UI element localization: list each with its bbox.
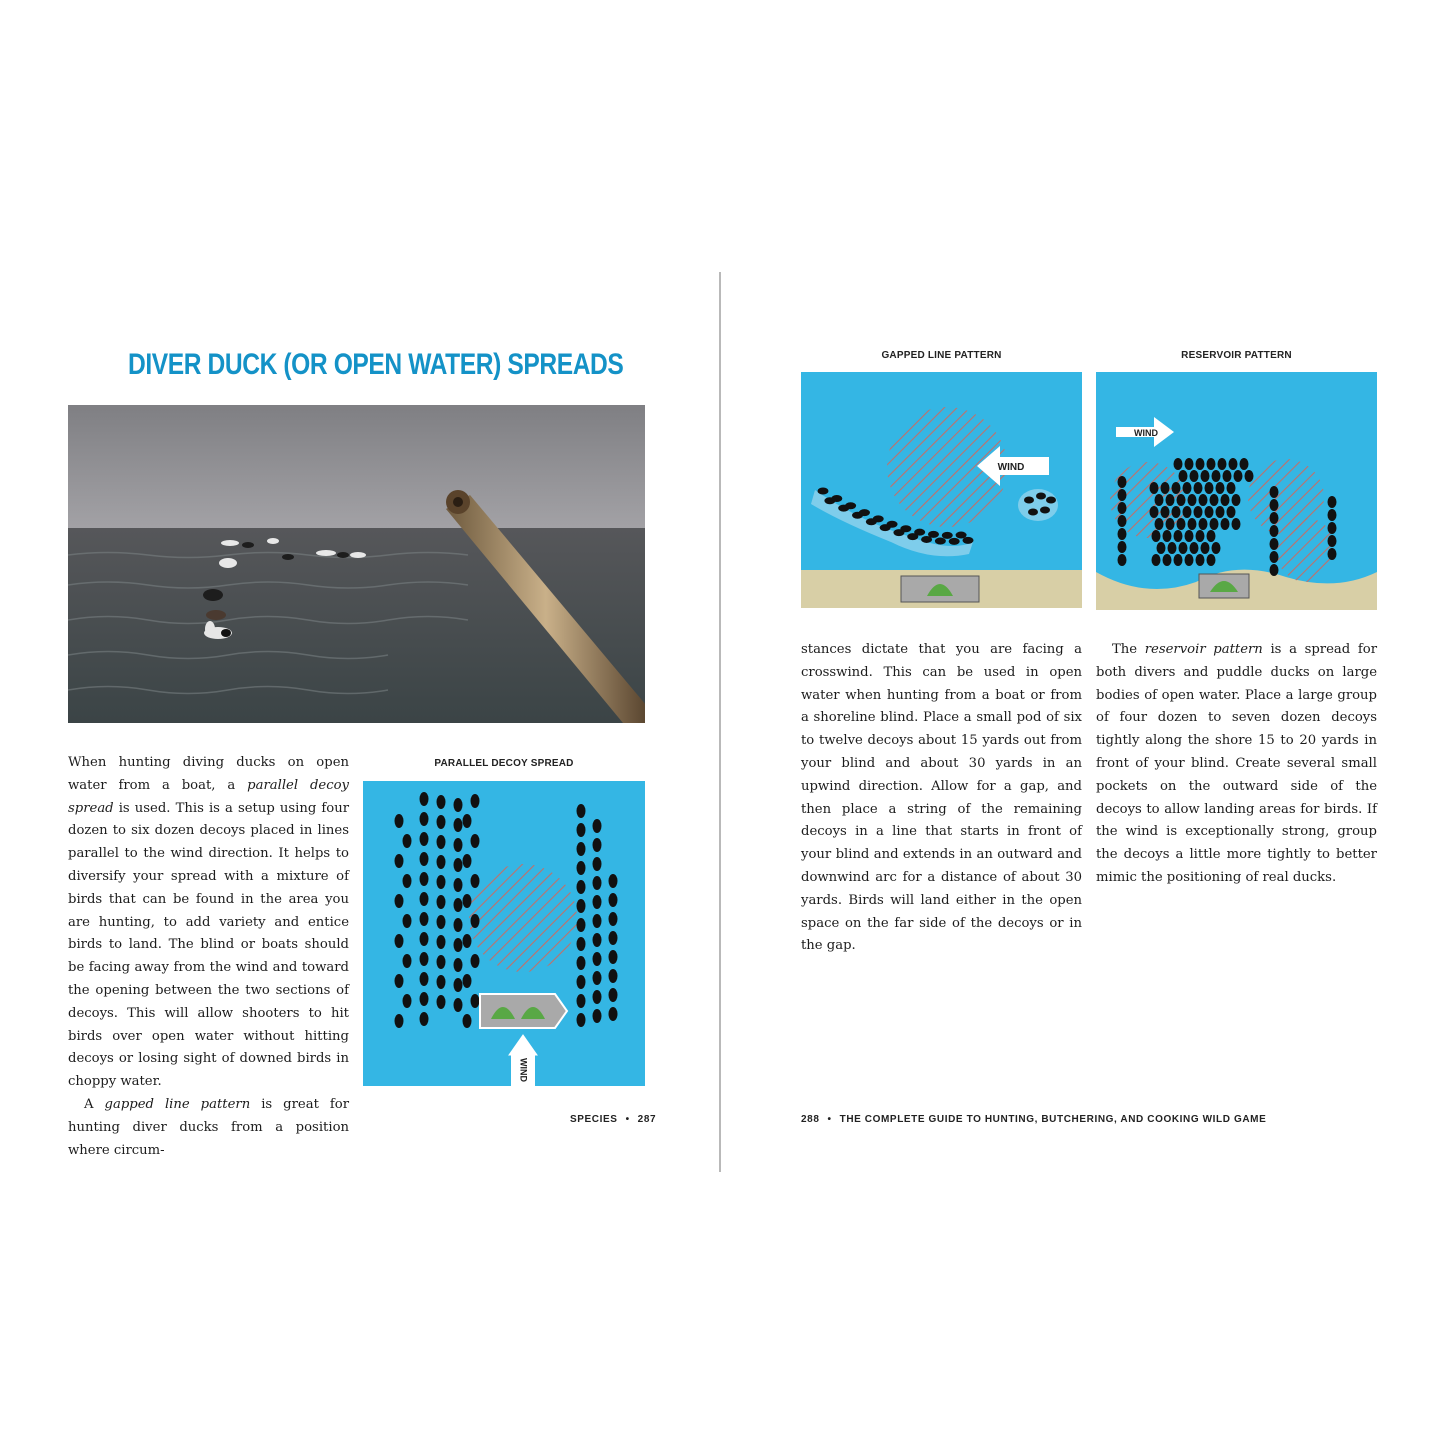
decoy-dot (454, 798, 463, 812)
term-gapped-line-pattern: gapped line pattern (104, 1096, 251, 1112)
right-footer (801, 1114, 1266, 1125)
decoy-dot (593, 895, 602, 909)
decoy-dot (437, 995, 446, 1009)
decoy-dot (1174, 458, 1183, 470)
decoy-dot (900, 525, 911, 532)
decoy-dot (1240, 458, 1249, 470)
decoy-dot (1118, 515, 1127, 527)
decoy-dot (1150, 482, 1159, 494)
decoy-dot (463, 974, 472, 988)
decoy-dot (403, 994, 412, 1008)
decoy-dot (1201, 470, 1210, 482)
decoy-dot (1223, 470, 1232, 482)
decoy-dot (859, 509, 870, 516)
term-parallel-decoy-spread: parallel decoy spread (68, 777, 349, 816)
decoy-dot (471, 994, 480, 1008)
decoy-dot (1270, 486, 1279, 498)
decoy-dot (420, 972, 429, 986)
decoy-dot (437, 895, 446, 909)
decoy-dot (395, 814, 404, 828)
decoy-dot (1152, 554, 1161, 566)
decoy-dot (1177, 518, 1186, 530)
decoy-dot (420, 932, 429, 946)
decoy-dot (395, 854, 404, 868)
decoy-dot (887, 521, 898, 528)
decoy-dot (437, 955, 446, 969)
footer-section: SPECIES (570, 1114, 618, 1125)
decoy-dot (1185, 530, 1194, 542)
decoy-dot (1205, 506, 1214, 518)
decoy-dot (1190, 470, 1199, 482)
decoy-dot (454, 998, 463, 1012)
decoy-dot (454, 858, 463, 872)
decoy-dot (1161, 482, 1170, 494)
decoy-dot (1229, 458, 1238, 470)
decoy-dot (1221, 494, 1230, 506)
decoy-dot (437, 975, 446, 989)
decoy-dot (420, 892, 429, 906)
decoy-dot (593, 838, 602, 852)
decoy-dot (949, 538, 960, 545)
decoy-dot (593, 819, 602, 833)
right-col2-text (1096, 639, 1377, 890)
decoy-dot (1328, 535, 1337, 547)
paragraph-gapped-line-intro: A gapped line pattern is great for hunting diver ducks from a position where circum- (68, 1096, 350, 1158)
decoy-dot (471, 954, 480, 968)
parallel-spread-caption: PARALLEL DECOY SPREAD (434, 758, 574, 769)
decoy-dot (1118, 554, 1127, 566)
decoy-dot (1166, 494, 1175, 506)
decoy-dot (1227, 482, 1236, 494)
decoy-dot (1118, 528, 1127, 540)
decoy-dot (420, 852, 429, 866)
decoy-dot (1190, 542, 1199, 554)
decoy-dot (1152, 530, 1161, 542)
decoy-dot (609, 969, 618, 983)
decoy-dot (420, 952, 429, 966)
decoy-dot (463, 854, 472, 868)
decoy-dot (1270, 499, 1279, 511)
decoy-dot (1166, 518, 1175, 530)
decoy-dot (1218, 458, 1227, 470)
decoy-dot (577, 937, 586, 951)
decoy-dot (577, 861, 586, 875)
decoy-dot (1028, 509, 1038, 516)
decoy-dot (1196, 458, 1205, 470)
decoy-dot (1207, 458, 1216, 470)
paragraph-reservoir: The reservoir pattern is a spread for both divers and puddle ducks on large bodies of open water. Place a large group of four dozen to seven dozen decoys tightly along the shore 15 to 20 yards in front of your blind. Create several small pockets on the outward side of the decoys to allow landing areas for birds. If the wind is exceptionally strong, group the decoys a little more tightly to better mimic the positioning of real ducks. (1096, 642, 1377, 885)
decoy-dot (437, 915, 446, 929)
decoy-dot (1328, 496, 1337, 508)
decoy-dot (1183, 506, 1192, 518)
decoy-dot (454, 918, 463, 932)
decoy-dot (437, 855, 446, 869)
wind-label-reservoir: WIND (1134, 428, 1158, 438)
decoy-dot (1163, 530, 1172, 542)
decoy-dot (1232, 518, 1241, 530)
decoy-dot (1040, 507, 1050, 514)
decoy-dot (963, 537, 974, 544)
decoy-dot (593, 914, 602, 928)
decoy-dot (463, 1014, 472, 1028)
decoy-dot (1199, 518, 1208, 530)
decoy-dot (1234, 470, 1243, 482)
decoy-dot (1328, 522, 1337, 534)
paragraph-parallel-spread: When hunting diving ducks on open water from a boat, a parallel decoy spread is used. This is a setup using four dozen to six dozen decoys placed in lines parallel to the wind direction. It helps to diversify your spread with a mixture of birds that can be found in the area you are hunting, to add variety and entice birds to land. The blind or boats should be facing away from the wind and toward the opening between the two sections of decoys. This will allow shooters to hit birds over open water without hitting decoys or losing sight of downed birds in choppy water. (68, 755, 349, 1090)
decoy-dot (1185, 458, 1194, 470)
decoy-dot (471, 914, 480, 928)
decoy-dot (1036, 493, 1046, 500)
gapped-line-caption: GAPPED LINE PATTERN (881, 350, 1002, 361)
decoy-dot (1207, 554, 1216, 566)
decoy-dot (471, 794, 480, 808)
decoy-dot (1216, 482, 1225, 494)
decoy-dot (454, 878, 463, 892)
decoy-dot (942, 532, 953, 539)
decoy-dot (454, 818, 463, 832)
decoy-dot (593, 857, 602, 871)
decoy-dot (577, 1013, 586, 1027)
gapped-line-diagram (801, 372, 1082, 608)
section-heading: DIVER DUCK (OR OPEN WATER) SPREADS (128, 348, 624, 381)
decoy-dot (403, 874, 412, 888)
decoy-dot (1157, 542, 1166, 554)
decoy-dot (454, 978, 463, 992)
decoy-dot (1221, 518, 1230, 530)
decoy-dot (395, 894, 404, 908)
decoy-dot (577, 899, 586, 913)
decoy-dot (1046, 497, 1056, 504)
decoy-dot (420, 792, 429, 806)
decoy-dot (403, 954, 412, 968)
decoy-dot (463, 934, 472, 948)
decoy-dot (1205, 482, 1214, 494)
decoy-dot (1188, 518, 1197, 530)
decoy-dot (395, 1014, 404, 1028)
decoy-dot (577, 956, 586, 970)
decoy-dot (471, 834, 480, 848)
decoy-dot (437, 835, 446, 849)
decoy-dot (420, 812, 429, 826)
decoy-dot (1155, 494, 1164, 506)
decoy-dot (1212, 542, 1221, 554)
decoy-dot (1245, 470, 1254, 482)
decoy-dot (577, 842, 586, 856)
decoy-dot (1207, 530, 1216, 542)
decoy-dot (1328, 509, 1337, 521)
decoy-dot (1118, 502, 1127, 514)
decoy-dot (463, 894, 472, 908)
page-spine (719, 272, 721, 1172)
decoy-dot (395, 934, 404, 948)
decoy-dot (593, 990, 602, 1004)
decoy-dot (1199, 494, 1208, 506)
decoy-dot (1179, 542, 1188, 554)
decoy-dot (1118, 489, 1127, 501)
decoy-dot (593, 971, 602, 985)
decoy-dot (1270, 564, 1279, 576)
decoy-dot (593, 876, 602, 890)
parallel-spread-diagram (363, 781, 645, 1086)
footer-bullet: • (625, 1114, 630, 1125)
decoy-dot (928, 531, 939, 538)
decoy-dot (593, 933, 602, 947)
decoy-dot (1174, 530, 1183, 542)
decoy-dot (1270, 551, 1279, 563)
footer-bullet: • (827, 1114, 832, 1125)
decoy-dot (420, 912, 429, 926)
decoy-dot (420, 872, 429, 886)
decoy-dot (1188, 494, 1197, 506)
decoy-dot (1168, 542, 1177, 554)
decoy-dot (1232, 494, 1241, 506)
decoy-dot (577, 880, 586, 894)
right-col1-text (801, 639, 1082, 958)
decoy-dot (1201, 542, 1210, 554)
wind-label-parallel: WIND (518, 1058, 529, 1082)
decoy-dot (609, 931, 618, 945)
decoy-dot (818, 488, 829, 495)
decoy-dot (1227, 506, 1236, 518)
reservoir-diagram (1096, 372, 1377, 610)
decoy-dot (437, 935, 446, 949)
reservoir-caption: RESERVOIR PATTERN (1181, 350, 1292, 361)
decoy-dot (1172, 482, 1181, 494)
decoy-dot (1210, 494, 1219, 506)
decoy-dot (437, 875, 446, 889)
decoy-dot (609, 1007, 618, 1021)
decoy-dot (1161, 506, 1170, 518)
footer-page-number: 288 (801, 1114, 820, 1125)
paragraph-gapped-line-cont: stances dictate that you are facing a crosswind. This can be used in open water when hunting from a boat or from a shoreline blind. Place a small pod of six to twelve decoys about 15 yards out from your blind and about 30 yards in an upwind direction. Allow for a gap, and then place a string of the remaining decoys in a line that starts in front of your blind and extends in an outward and downwind arc for a distance of about 30 yards. Birds will land either in the open space on the far side of the decoys or in the gap. (801, 642, 1082, 954)
decoy-dot (420, 1012, 429, 1026)
decoy-dot (609, 893, 618, 907)
decoy-dot (1216, 506, 1225, 518)
decoy-dot (1174, 554, 1183, 566)
decoy-dot (395, 974, 404, 988)
decoy-dot (1212, 470, 1221, 482)
decoy-dot (577, 918, 586, 932)
decoy-dot (873, 515, 884, 522)
decoy-dot (1150, 506, 1159, 518)
decoy-dot (463, 814, 472, 828)
decoy-photo (68, 405, 645, 723)
left-body-text (68, 752, 349, 1162)
term-reservoir-pattern: reservoir pattern (1144, 642, 1263, 657)
decoy-dot (1155, 518, 1164, 530)
decoy-dot (577, 804, 586, 818)
decoy-dot (437, 815, 446, 829)
decoy-dot (1183, 482, 1192, 494)
decoy-dot (454, 838, 463, 852)
decoy-dot (403, 834, 412, 848)
decoy-dot (1024, 497, 1034, 504)
decoy-dot (1185, 554, 1194, 566)
decoy-dot (1194, 506, 1203, 518)
decoy-dot (1270, 525, 1279, 537)
decoy-dot (1270, 512, 1279, 524)
decoy-dot (1163, 554, 1172, 566)
decoy-dot (609, 950, 618, 964)
decoy-dot (609, 874, 618, 888)
decoy-dot (577, 823, 586, 837)
decoy-dot (609, 912, 618, 926)
decoy-dot (831, 495, 842, 502)
decoy-dot (437, 795, 446, 809)
wind-label-gapped: WIND (997, 462, 1025, 473)
decoy-dot (1196, 530, 1205, 542)
decoy-dot (403, 914, 412, 928)
decoy-dot (454, 958, 463, 972)
decoy-dot (1210, 518, 1219, 530)
decoy-dot (1177, 494, 1186, 506)
decoy-dot (1172, 506, 1181, 518)
footer-page-number: 287 (637, 1114, 657, 1125)
decoy-dot (1179, 470, 1188, 482)
decoy-dot (914, 529, 925, 536)
footer-book-title: THE COMPLETE GUIDE TO HUNTING, BUTCHERING, AND COOKING WILD GAME (839, 1114, 1267, 1125)
decoy-dot (593, 952, 602, 966)
decoy-dot (593, 1009, 602, 1023)
decoy-dot (420, 992, 429, 1006)
decoy-dot (420, 832, 429, 846)
decoy-dot (1194, 482, 1203, 494)
left-footer (570, 1114, 656, 1125)
decoy-dot (577, 994, 586, 1008)
decoy-dot (935, 538, 946, 545)
decoy-dot (1328, 548, 1337, 560)
decoy-dot (1270, 538, 1279, 550)
decoy-dot (454, 938, 463, 952)
decoy-dot (1118, 476, 1127, 488)
decoy-dot (1196, 554, 1205, 566)
decoy-dot (609, 988, 618, 1002)
decoy-dot (845, 502, 856, 509)
decoy-dot (1118, 541, 1127, 553)
decoy-dot (577, 975, 586, 989)
decoy-dot (454, 898, 463, 912)
decoy-dot (471, 874, 480, 888)
